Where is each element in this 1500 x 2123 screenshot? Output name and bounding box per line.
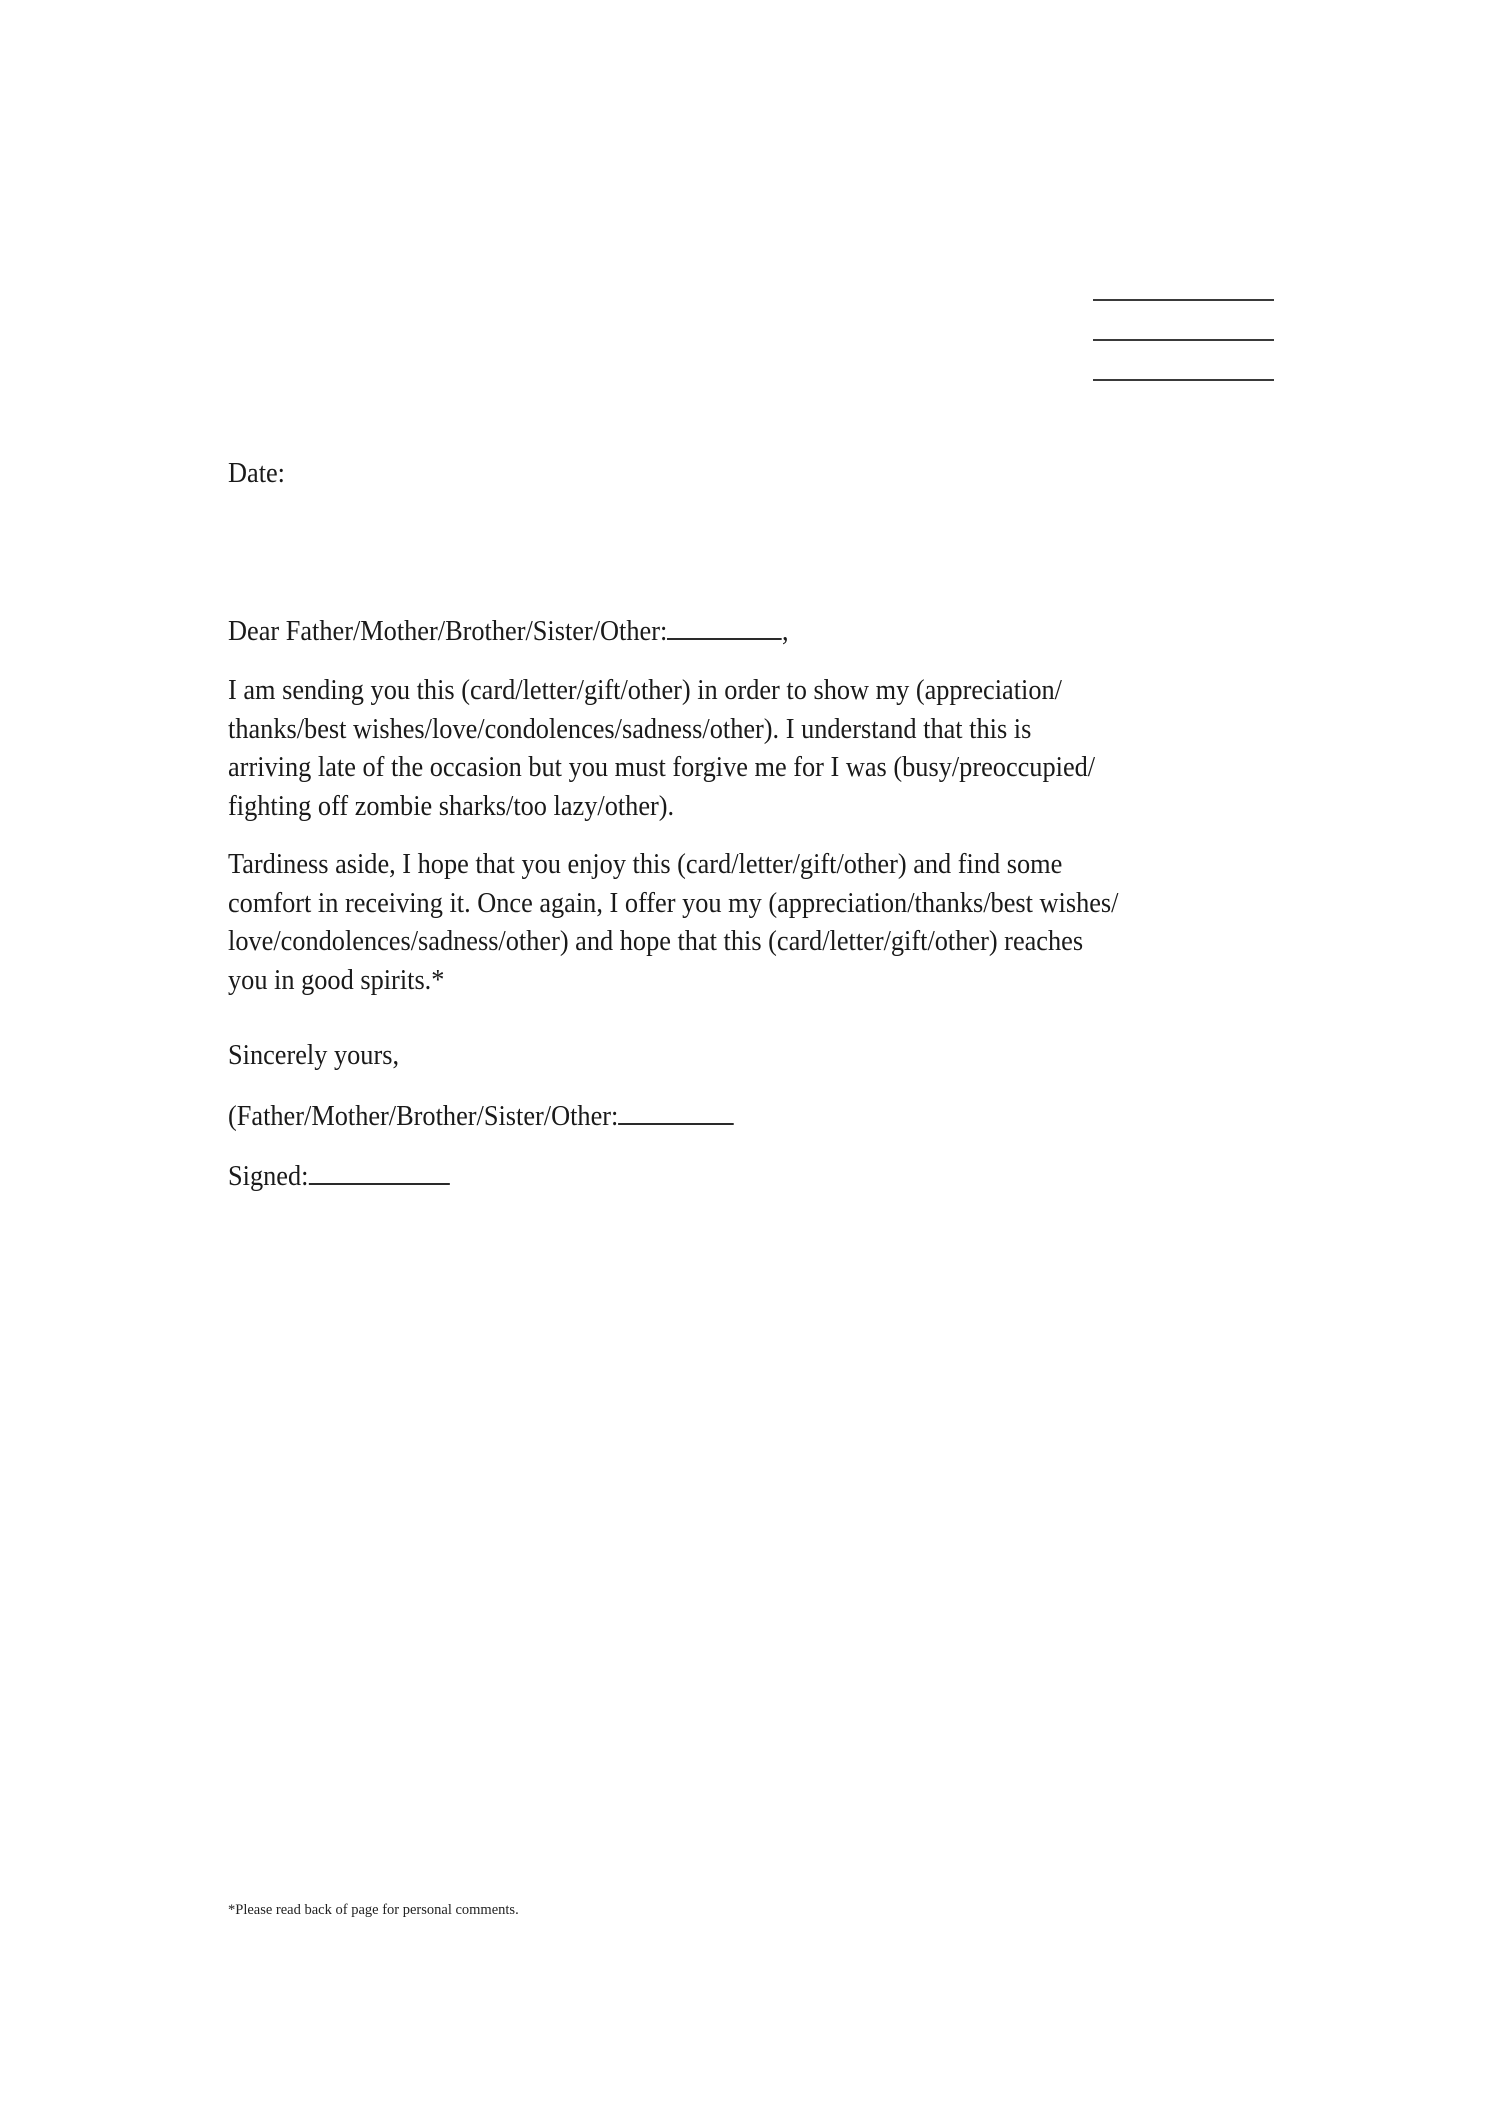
date-label: Date: <box>228 458 286 489</box>
relation-blank[interactable] <box>618 1101 734 1125</box>
paragraph-line: you in good spirits.* <box>228 964 445 996</box>
address-line-1[interactable] <box>1093 299 1274 301</box>
paragraph-line: Tardiness aside, I hope that you enjoy this (card/letter/gift/other) and find some <box>228 849 1063 880</box>
closing: Sincerely yours, <box>228 1040 400 1071</box>
signed-line <box>228 1158 449 1197</box>
address-line-3[interactable] <box>1093 379 1274 381</box>
recipient-blank[interactable] <box>667 616 782 640</box>
signature-blank[interactable] <box>308 1161 449 1185</box>
paragraph-line: I am sending you this (card/letter/gift/other) in order to show my (appreciation/ <box>228 675 1062 706</box>
footnote: *Please read back of page for personal comments. <box>228 1902 519 1918</box>
paragraph-line: comfort in receiving it. Once again, I offer you my (appreciation/thanks/best wishes/ <box>228 887 1119 919</box>
address-line-2[interactable] <box>1093 339 1274 341</box>
salutation <box>228 613 789 652</box>
paragraph-line: fighting off zombie sharks/too lazy/other). <box>228 790 675 822</box>
salutation-comma: , <box>781 616 789 647</box>
paragraph-line: arriving late of the occasion but you must forgive me for I was (busy/preoccupied/ <box>228 752 1096 784</box>
salutation-text: Dear Father/Mother/Brother/Sister/Other: <box>228 616 668 647</box>
signed-label: Signed: <box>228 1161 309 1192</box>
paragraph-line: thanks/best wishes/love/condolences/sadness/other). I understand that this is <box>228 713 1032 745</box>
paragraph-2 <box>228 846 1281 1000</box>
paragraph-1 <box>228 672 1281 826</box>
relation-text: (Father/Mother/Brother/Sister/Other: <box>228 1101 619 1132</box>
paragraph-line: love/condolences/sadness/other) and hope that this (card/letter/gift/other) reaches <box>228 926 1084 958</box>
relation-line <box>228 1098 734 1137</box>
